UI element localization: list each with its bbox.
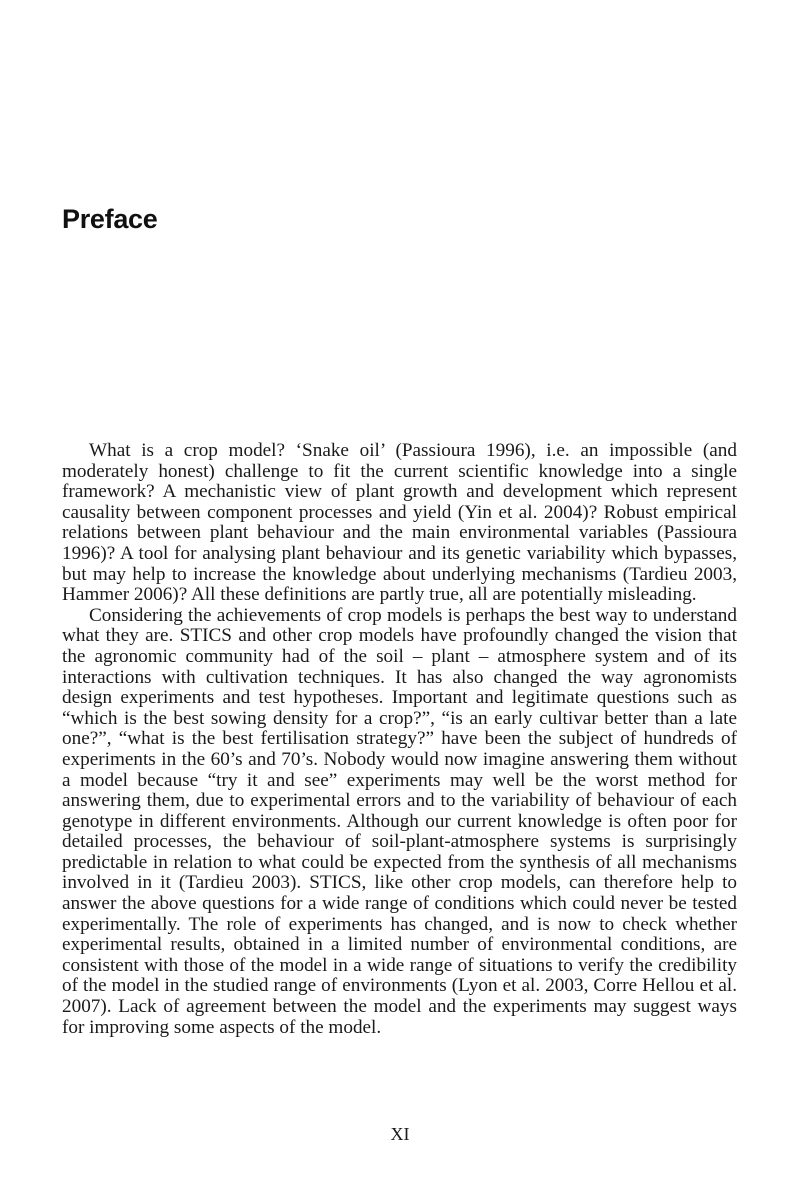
chapter-heading: Preface: [62, 204, 158, 234]
page-number: XI: [390, 1124, 410, 1144]
body-text: [62, 441, 737, 1038]
paragraph-2: Considering the achievements of crop models is perhaps the best way to understand what they are. STICS and other crop models have profoundly changed the vision that the agronomic community had of the soil – plant – atmosphere system and of its interactions with cultivation techniques. It has also changed the way agronomists design experiments and test hypotheses. Important and legitimate questions such as “which is the best sowing density for a crop?”, “is an early cultivar better than a late one?”, “what is the best fertilisation strategy?” have been the subject of hundreds of experiments in the 60’s and 70’s. Nobody would now imagine answering them without a model because “try it and see” experiments may well be the worst method for answering them, due to experimental errors and to the variability of behaviour of each genotype in different environments. Although our current knowledge is often poor for detailed processes, the behaviour of soil-plant-atmosphere systems is surprisingly predictable in relation to what could be expected from the synthesis of all mechanisms involved in it (Tardieu 2003). STICS, like other crop models, can therefore help to answer the above questions for a wide range of conditions which could never be tested experimentally. The role of experiments has changed, and is now to check whether experimental results, obtained in a limited number of environmental conditions, are consistent with those of the model in a wide range of situations to verify the credibility of the model in the studied range of environments (Lyon et al. 2003, Corre Hellou et al. 2007). Lack of agreement between the model and the experiments may suggest ways for improving some aspects of the model.: [62, 604, 737, 1038]
paragraph-1: What is a crop model? ‘Snake oil’ (Passioura 1996), i.e. an impossible (and moderately honest) challenge to fit the current scientific knowledge into a single framework? A mechanistic view of plant growth and development which represent causality between component processes and yield (Yin et al. 2004)? Robust empirical relations between plant behaviour and the main environmental variables (Passioura 1996)? A tool for analysing plant behaviour and its genetic variability which bypasses, but may help to increase the knowledge about underlying mechanisms (Tardieu 2003, Hammer 2006)? All these definitions are partly true, all are potentially misleading.: [62, 440, 737, 606]
